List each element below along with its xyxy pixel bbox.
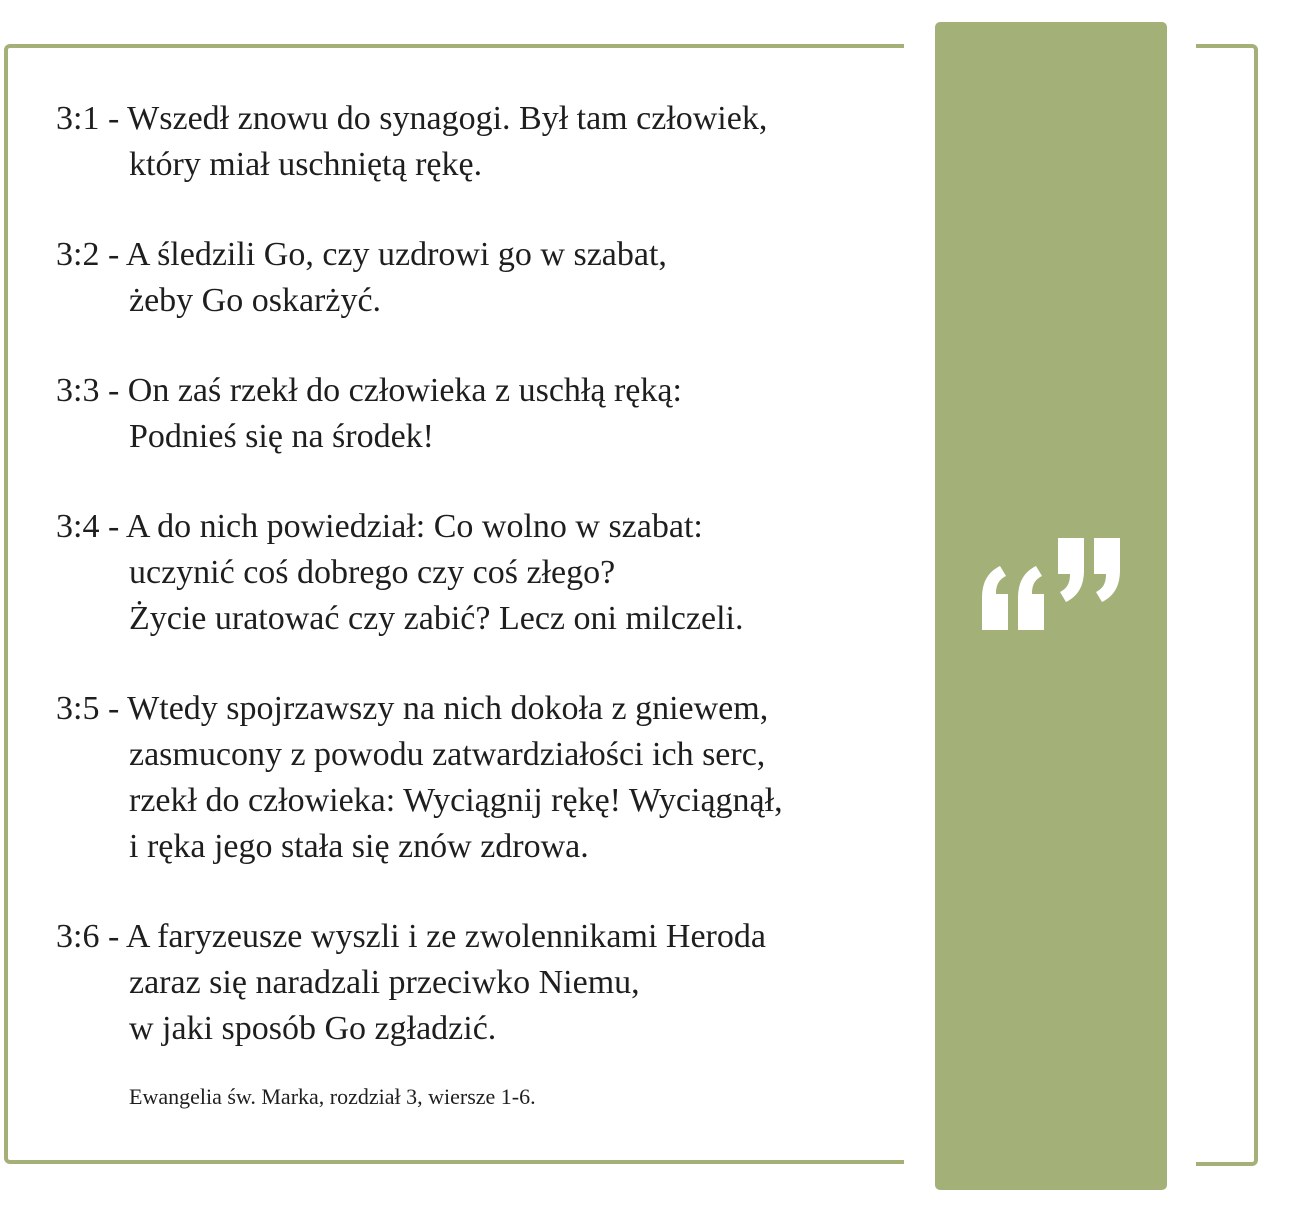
verse-line: Życie uratować czy zabić? Lecz oni milczeli. (129, 600, 744, 637)
verse-line: i ręka jego stała się znów zdrowa. (129, 828, 589, 865)
closing-quote-left (1058, 538, 1084, 602)
verse-3-6 (56, 914, 886, 1052)
right-bracket (1196, 44, 1258, 1166)
verse-line: 3:1 - Wszedł znowu do synagogi. Był tam człowiek, (56, 100, 768, 137)
verse-line: rzekł do człowieka: Wyciągnij rękę! Wyciągnął, (129, 782, 783, 819)
opening-quote-left (982, 566, 1008, 630)
closing-quote-right (1094, 538, 1120, 602)
verse-line: uczynić coś dobrego czy coś złego? (129, 554, 616, 591)
verse-line: 3:3 - On zaś rzekł do człowieka z uschłą ręką: (56, 372, 682, 409)
verse-line: 3:5 - Wtedy spojrzawszy na nich dokoła z gniewem, (56, 690, 769, 727)
verse-line: Podnieś się na środek! (129, 418, 435, 455)
verse-line: 3:2 - A śledzili Go, czy uzdrowi go w szabat, (56, 236, 667, 273)
verse-3-2 (56, 232, 886, 324)
verse-line: żeby Go oskarżyć. (129, 282, 382, 319)
verse-line: 3:6 - A faryzeusze wyszli i ze zwolennikami Heroda (56, 918, 766, 955)
quotation-marks-icon (978, 532, 1124, 636)
opening-quote-right (1018, 566, 1044, 630)
verse-3-5 (56, 686, 886, 870)
verse-line: zaraz się naradzali przeciwko Niemu, (129, 964, 640, 1001)
verse-line: w jaki sposób Go zgładzić. (129, 1010, 497, 1047)
verse-3-3 (56, 368, 886, 460)
verse-3-1 (56, 96, 886, 188)
verse-line: 3:4 - A do nich powiedział: Co wolno w szabat: (56, 508, 703, 545)
citation: Ewangelia św. Marka, rozdział 3, wiersze 1-6. (129, 1084, 536, 1109)
verses-list (56, 96, 886, 1096)
verse-line: który miał uschniętą rękę. (129, 146, 483, 183)
verse-3-4 (56, 504, 886, 642)
verse-line: zasmucony z powodu zatwardziałości ich serc, (129, 736, 766, 773)
